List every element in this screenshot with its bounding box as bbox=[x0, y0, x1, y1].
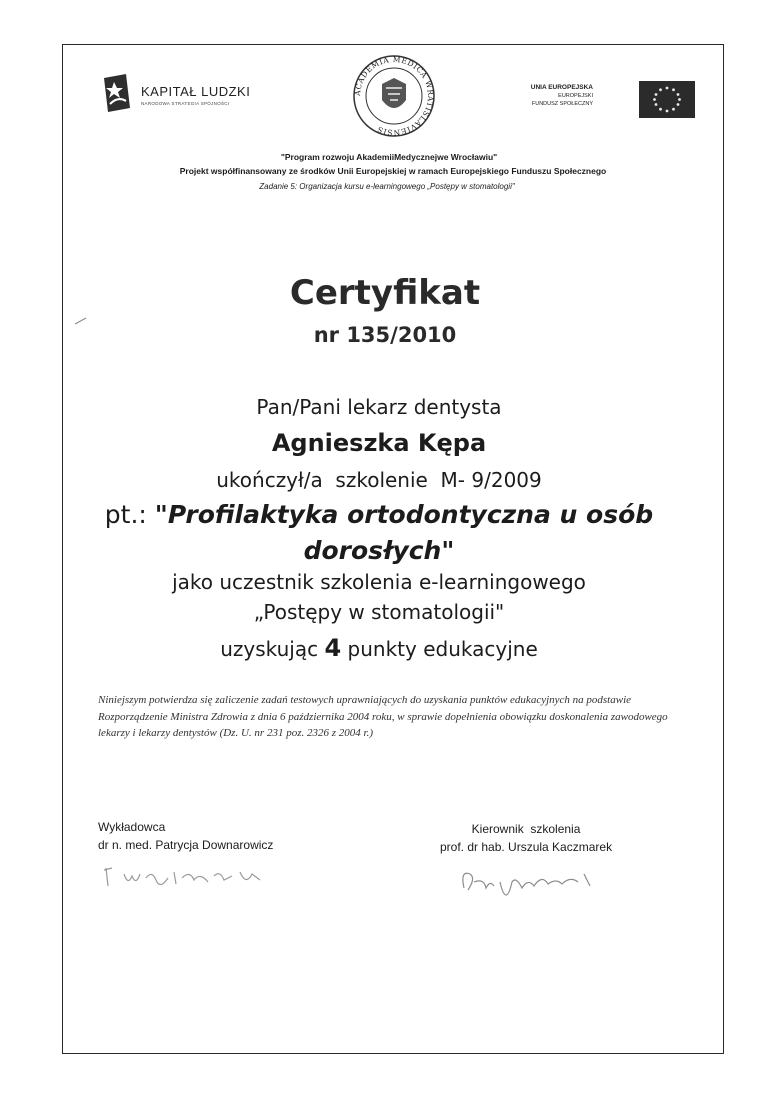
points-value: 4 bbox=[324, 634, 342, 662]
kapital-ludzki-title: KAPITAŁ LUDZKI bbox=[141, 84, 251, 99]
academy-seal-icon bbox=[352, 54, 436, 138]
legal-notice: Niniejszym potwierdza się zaliczenie zadań testowych uprawniających do uzyskania punktów edukacyjnych na podstawie Rozporządzenie Ministra Zdrowia z dnia 6 października 2004 roku, w sprawie dopełnienia obowiązku doskonalenia zawodowego lekarzy i lekarzy dentystów (Dz. U. nr 231 poz. 2326 z 2004 r.) bbox=[98, 694, 668, 739]
eu-flag-icon bbox=[639, 81, 695, 118]
manager-name: prof. dr hab. Urszula Kaczmarek bbox=[440, 840, 613, 854]
lecturer-name: dr n. med. Patrycja Downarowicz bbox=[98, 838, 274, 852]
lecturer-role: Wykładowca bbox=[98, 820, 166, 834]
kapital-ludzki-logo-icon bbox=[104, 74, 130, 112]
signature-block-lecturer bbox=[98, 818, 273, 854]
program-task: Zadanie 5: Organizacja kursu e-learningowego „Postępy w stomatologii" bbox=[259, 182, 515, 191]
topic-title-part2: dorosłych" bbox=[303, 536, 455, 565]
topic-title-part1: "Profilaktyka ortodontyczna u osób bbox=[154, 500, 654, 529]
certificate-number: nr 135/2010 bbox=[313, 323, 457, 347]
points-statement bbox=[0, 634, 758, 662]
eu-text-block bbox=[531, 84, 593, 108]
seal-text: ACADEMIA MEDICA WRATISLAVIENSIS bbox=[352, 54, 436, 138]
course-name: „Postępy w stomatologii" bbox=[253, 600, 505, 624]
topic-prefix: pt.: bbox=[104, 500, 147, 529]
participant-statement: jako uczestnik szkolenia e-learningowego bbox=[172, 570, 586, 594]
salutation: Pan/Pani lekarz dentysta bbox=[256, 395, 502, 419]
recipient-name: Agnieszka Kępa bbox=[271, 429, 487, 457]
kapital-ludzki-subtitle: NARODOWA STRATEGIA SPÓJNOŚCI bbox=[141, 101, 230, 106]
topic-line-1 bbox=[0, 500, 758, 529]
eu-line3: FUNDUSZ SPOŁECZNY bbox=[531, 101, 593, 107]
certificate-title: Certyfikat bbox=[289, 273, 481, 313]
program-title: "Program rozwoju AkademiiMedycznejwe Wrocławiu" bbox=[280, 152, 498, 162]
manager-role: Kierownik szkolenia bbox=[471, 822, 581, 836]
manager-signature bbox=[450, 860, 610, 910]
completion-statement: ukończył/a szkolenie M- 9/2009 bbox=[216, 468, 542, 492]
program-funding: Projekt współfinansowany ze środków Unii Europejskiej w ramach Europejskiego Funduszu Społecznego bbox=[179, 166, 607, 176]
signature-block-manager bbox=[440, 820, 612, 856]
eu-line1: UNIA EUROPEJSKA bbox=[530, 84, 593, 91]
eu-line2: EUROPEJSKI bbox=[558, 93, 593, 99]
points-suffix: punkty edukacyjne bbox=[347, 637, 538, 661]
lecturer-signature bbox=[100, 858, 270, 898]
points-prefix: uzyskując bbox=[220, 637, 319, 661]
